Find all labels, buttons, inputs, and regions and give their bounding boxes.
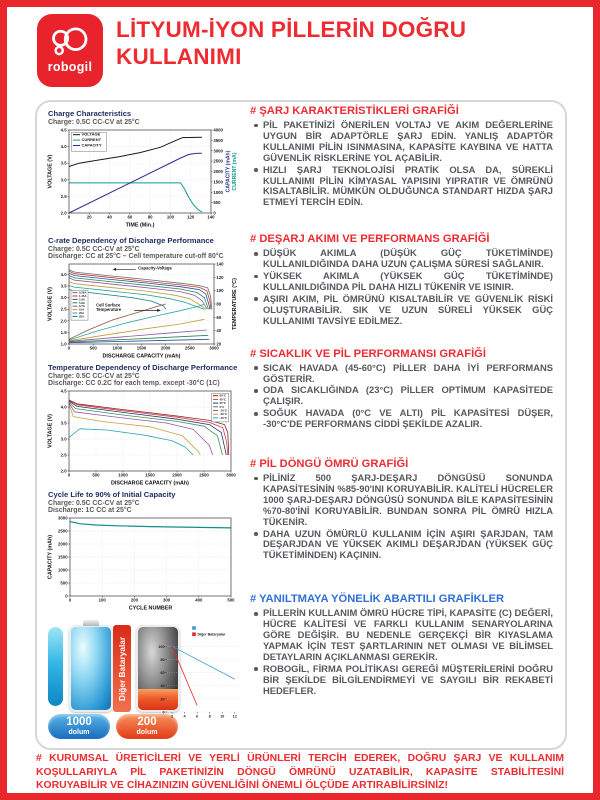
svg-text:3000: 3000 — [58, 515, 68, 520]
svg-text:20: 20 — [86, 214, 92, 220]
svg-text:10: 10 — [220, 714, 225, 719]
chart-subtitle: Charge: 0.5C CC-CV at 25°C — [48, 372, 140, 380]
bullet-list — [250, 248, 553, 326]
svg-text:1.5: 1.5 — [60, 329, 67, 335]
bullet-list — [250, 608, 553, 696]
chart-subtitle: Discharge: CC at 25°C – Cell temperature cut-off 80°C — [48, 252, 224, 260]
charts-column — [46, 109, 248, 737]
svg-text:120: 120 — [216, 274, 224, 280]
svg-text:400: 400 — [195, 597, 203, 603]
section-cycle-life — [250, 458, 553, 561]
svg-text:CYCLE NUMBER: CYCLE NUMBER — [128, 605, 173, 611]
chart-subtitle: Charge: 0.5C CC-CV at 25°C — [48, 245, 140, 253]
svg-text:500: 500 — [227, 597, 235, 603]
svg-text:3000: 3000 — [213, 147, 223, 153]
bullet-item: PİL PAKETİNİZİ ÖNERİLEN VOLTAJ VE AKIM DEĞERLERİNE UYGUN BİR ADAPTÖRLE ŞARJ EDİN. YANLIŞ ADAPTÖR KULLANIMI PİLİN ISINMASINA, KAPASİTE KAYBINA VE HATTA GÜVENLİK RİSKLERİNE YOL AÇABİLİR. — [252, 120, 553, 164]
cycles-1000-badge — [48, 714, 110, 739]
bullet-item: SOĞUK HAVADA (0°C VE ALTI) PİL KAPASİTESİ DÜŞER, -30°C'DE PERFORMANS CİDDİ ŞEKİLDE AZALIR. — [252, 408, 553, 430]
svg-text:140: 140 — [207, 214, 215, 220]
comparison-mini-chart — [156, 625, 244, 721]
svg-text:0: 0 — [68, 597, 72, 603]
svg-text:DISCHARGE CAPACITY (mAh): DISCHARGE CAPACITY (mAh) — [111, 480, 189, 486]
bullet-item: AŞIRI AKIM, PİL ÖMRÜNÜ KISALTABİLİR VE GÜVENLİK RİSKİ OLUŞTURABİLİR. SIK VE UZUN SÜRELİ YÜKSEK GÜÇ KULLANIMI TAVSİYE EDİLMEZ. — [252, 294, 553, 327]
footer-note: # KURUMSAL ÜRETİCİLERİ VE YERLİ ÜRÜNLERİ TERCİH EDEREK, DOĞRU ŞARJ VE KULLANIM KOŞULLARIYLA PİL PAKETİNİZİN DÖNGÜ ÖMRÜNÜ UZATABİLİR, KAPASİTE STABİLİTESİNİ KORUYABİLİR VE CİHAZINIZIN GÜVENLİĞİNİ ÖNEMLİ ÖLÇÜDE ARTIRABİLİRSİNİZ! — [36, 753, 564, 792]
svg-text:100: 100 — [98, 597, 106, 603]
logo-robogil — [37, 14, 103, 87]
svg-text:25A: 25A — [79, 313, 85, 318]
battery-cap — [83, 620, 99, 626]
chart-charge-characteristics — [46, 109, 248, 236]
svg-text:CAPACITY (mAh): CAPACITY (mAh) — [225, 150, 232, 192]
bullet-list — [250, 363, 553, 430]
svg-text:1.0: 1.0 — [60, 341, 67, 346]
svg-text:Diğer Bataryalar: Diğer Bataryalar — [197, 632, 226, 637]
svg-text:2000: 2000 — [172, 472, 182, 478]
battery-comparison-graphic — [46, 622, 248, 737]
section-charge-characteristics — [250, 105, 553, 208]
section-misleading-charts — [250, 593, 553, 696]
svg-text:2000: 2000 — [213, 168, 223, 174]
svg-text:-30°C: -30°C — [219, 415, 227, 420]
cycles-unit: dolum — [136, 729, 158, 737]
svg-text:2500: 2500 — [58, 528, 68, 533]
svg-text:1000: 1000 — [213, 189, 223, 195]
bullet-item: SICAK HAVADA (45-60°C) PİLLER DAHA İYİ PERFORMANS GÖSTERİR. — [252, 363, 553, 385]
section-title: # DEŞARJ AKIMI VE PERFORMANS GRAFİĞİ — [250, 233, 490, 246]
svg-text:45°C: 45°C — [219, 396, 226, 401]
svg-text:500: 500 — [213, 199, 221, 205]
svg-text:0: 0 — [67, 214, 71, 220]
svg-text:60: 60 — [127, 214, 133, 220]
svg-text:1000: 1000 — [58, 567, 68, 572]
bullet-item: ROBOGİL, FİRMA POLİTİKASI GEREĞİ MÜŞTERİLERİNİ DOĞRU BİR ŞEKİLDE BİLGİLENDİRMEYİ VE SAYGILI BİR REKABETİ HEDEFLER. — [252, 664, 553, 697]
svg-text:0: 0 — [162, 710, 165, 715]
chart-subtitle: Charge: 0.5C CC-CV at 25°C — [48, 499, 140, 507]
svg-text:2.0: 2.0 — [60, 468, 67, 473]
svg-text:-20°C: -20°C — [219, 411, 227, 416]
svg-text:CURRENT (mA): CURRENT (mA) — [231, 152, 238, 190]
chart-cycle-life — [46, 490, 248, 617]
svg-text:40: 40 — [216, 327, 222, 333]
robogil-battery-illustration — [69, 625, 113, 712]
section-discharge-current — [250, 233, 553, 326]
svg-text:4000: 4000 — [213, 127, 223, 132]
svg-text:1000: 1000 — [112, 345, 123, 351]
svg-text:4.5: 4.5 — [60, 388, 67, 393]
svg-text:1500: 1500 — [145, 472, 155, 478]
svg-text:DISCHARGE CAPACITY (mAh): DISCHARGE CAPACITY (mAh) — [102, 353, 181, 359]
svg-text:20: 20 — [160, 697, 165, 702]
section-title: # ŞARJ KARAKTERİSTİKLERİ GRAFİĞİ — [250, 105, 459, 117]
cycles-unit: dolum — [68, 729, 90, 737]
blue-battery-bar — [48, 627, 63, 706]
cycle-life-plot — [46, 514, 238, 611]
svg-text:15A: 15A — [79, 307, 85, 312]
svg-text:3.5: 3.5 — [60, 283, 67, 289]
svg-text:VOLTAGE (V): VOLTAGE (V) — [47, 286, 54, 321]
svg-text:TEMPERATURE (°C): TEMPERATURE (°C) — [231, 277, 238, 330]
svg-text:120: 120 — [187, 214, 195, 220]
svg-text:3500: 3500 — [213, 137, 223, 143]
chart-title: Cycle Life to 90% of Initial Capacity — [48, 490, 176, 499]
chart-subtitle: Discharge: CC 0.2C for each temp. except -30°C (1C) — [48, 379, 220, 387]
svg-text:140: 140 — [216, 261, 224, 266]
temperature-discharge-plot — [46, 387, 238, 486]
logo-circles-icon — [49, 27, 91, 59]
bullet-item: HIZLI ŞARJ TEKNOLOJİSİ PRATİK OLSA DA, SÜREKLİ KULLANIMI PİLİN KİMYASAL YAPISINI YIPRATIR VE ÖMRÜNÜ KISALTABİLİR. MÜMKÜN OLDUĞUNCA STANDART HIZDA ŞARJ ETMEYİ TERCİH EDİN. — [252, 165, 553, 209]
charge-characteristics-plot — [46, 126, 238, 228]
svg-text:3000: 3000 — [226, 472, 236, 478]
svg-text:3.0: 3.0 — [60, 294, 67, 300]
svg-text:20: 20 — [216, 341, 222, 346]
chart-title: Temperature Dependency of Discharge Performance — [48, 363, 238, 372]
svg-text:1.45A: 1.45A — [79, 293, 87, 298]
bullet-item: DÜŞÜK AKIMLA (DÜŞÜK GÜÇ TÜKETİMİNDE) KULLANILDIĞINDA DAHA UZUN ÇALIŞMA SÜRESİ SAĞLANIR. — [252, 248, 553, 270]
bullet-item: PİLLERİN KULLANIM ÖMRÜ HÜCRE TİPİ, KAPASİTE (C) DEĞERİ, HÜCRE KALİTESİ VE FARKLI KULLANIM SENARYOLARINA GÖRE DEĞİŞİR. BU NEDENLE GERÇEKÇİ BİR KIYASLAMA YAPMAK İÇİN TEST ŞARTLARININ NET OLMASI VE BİLİMSEL DETAYLARIN AÇIKLANMASI GEREKİR. — [252, 608, 553, 663]
svg-text:3.0: 3.0 — [60, 436, 67, 441]
svg-text:4.0: 4.0 — [60, 143, 67, 149]
svg-text:VOLTAGE (V): VOLTAGE (V) — [47, 154, 54, 188]
svg-text:2500: 2500 — [213, 158, 223, 164]
crate-discharge-plot — [46, 260, 238, 359]
svg-text:80: 80 — [216, 301, 222, 306]
svg-text:500: 500 — [92, 472, 100, 478]
svg-text:500: 500 — [60, 580, 68, 585]
svg-text:100: 100 — [158, 644, 165, 649]
chart-subtitle: Charge: 0.5C CC-CV at 25°C — [48, 118, 140, 126]
svg-text:60: 60 — [160, 671, 165, 676]
svg-text:12: 12 — [232, 714, 237, 719]
chart-title: Charge Characteristics — [48, 109, 132, 118]
bullet-item: DAHA UZUN ÖMÜRLÜ KULLANIM İÇİN AŞIRI ŞARJDAN, TAM DEŞARJDAN VE YÜKSEK AKIMLI DEŞARJDAN (YÜKSEK GÜÇ TÜKETİMİNDEN) KAÇININ. — [252, 529, 553, 562]
svg-text:Cell Surface: Cell Surface — [96, 301, 121, 307]
cycles-value: 200 — [137, 715, 157, 728]
svg-text:VOLTAGE: VOLTAGE — [81, 131, 101, 137]
bullet-list — [250, 120, 553, 208]
svg-text:Temperature: Temperature — [96, 306, 122, 312]
svg-text:CURRENT: CURRENT — [81, 136, 102, 142]
svg-text:CAPACITY (mAh): CAPACITY (mAh) — [47, 534, 54, 579]
section-title: # SICAKLIK VE PİL PERFORMANSI GRAFİĞİ — [250, 347, 486, 360]
chart-crate-discharge — [46, 236, 248, 363]
svg-text:2.0: 2.0 — [60, 317, 67, 323]
bullet-item: ODA SICAKLIĞINDA (23°C) PİLLER OPTİMUM KAPASİTEDE ÇALIŞIR. — [252, 385, 553, 407]
svg-text:80: 80 — [160, 657, 165, 662]
svg-text:2.5: 2.5 — [60, 306, 67, 312]
svg-text:20A: 20A — [79, 310, 85, 315]
svg-text:2500: 2500 — [199, 472, 209, 478]
svg-text:4.0: 4.0 — [60, 271, 67, 277]
svg-text:8.7A: 8.7A — [79, 303, 85, 308]
svg-text:0.58A: 0.58A — [79, 290, 87, 295]
other-batteries-band: Diğer Bataryalar — [113, 625, 131, 712]
svg-text:3000: 3000 — [209, 345, 219, 351]
svg-text:300: 300 — [163, 597, 171, 603]
svg-text:1500: 1500 — [58, 554, 68, 559]
svg-text:4.0: 4.0 — [60, 404, 67, 409]
svg-text:3.5: 3.5 — [60, 420, 67, 425]
svg-text:1000: 1000 — [118, 472, 128, 478]
svg-text:3.0: 3.0 — [60, 176, 67, 182]
svg-text:100: 100 — [216, 287, 224, 293]
svg-text:60°C: 60°C — [219, 393, 226, 398]
chart-temperature-discharge — [46, 363, 248, 490]
svg-text:8: 8 — [208, 714, 211, 719]
svg-text:2000: 2000 — [58, 541, 68, 546]
svg-text:100: 100 — [166, 214, 175, 220]
svg-text:60: 60 — [216, 314, 222, 320]
svg-text:Capacity-Voltage: Capacity-Voltage — [138, 264, 172, 270]
chart-title: C-rate Dependency of Discharge Performance — [48, 236, 214, 245]
svg-text:0°C: 0°C — [219, 404, 225, 409]
text-column — [250, 105, 553, 716]
svg-text:2.9A: 2.9A — [79, 296, 85, 301]
bullet-item: PİLİNİZ 500 ŞARJ-DEŞARJ DÖNGÜSÜ SONUNDA KAPASİTESİNİN %85-90'INI KORUYABİLİR. KALİTELİ HÜCRELER 1000 ŞARJ-DEŞARJ DÖNGÜSÜ SONUNDA BİLE KAPASİTESİNİN %70-80'İNİ KORUYABİLİR. BUNDAN SONRA PİL ÖMRÜ HIZLA TÜKENİR. — [252, 473, 553, 528]
svg-text:2500: 2500 — [185, 345, 195, 351]
section-title: # PİL DÖNGÜ ÖMRÜ GRAFİĞİ — [250, 458, 409, 471]
page-title: LİTYUM-İYON PİLLERİN DOĞRU KULLANIMI — [116, 17, 467, 69]
section-title: # YANILTMAYA YÖNELİK ABARTILI GRAFİKLER — [250, 593, 505, 606]
svg-text:25°C: 25°C — [219, 400, 226, 405]
bullet-list — [250, 473, 553, 561]
svg-text:500: 500 — [89, 345, 97, 351]
cycles-value: 1000 — [66, 715, 92, 728]
svg-text:2: 2 — [170, 714, 174, 719]
svg-text:2000: 2000 — [160, 345, 171, 351]
svg-text:VOLTAGE (V): VOLTAGE (V) — [47, 413, 54, 448]
svg-text:-10°C: -10°C — [219, 408, 227, 412]
svg-text:1500: 1500 — [136, 345, 147, 351]
svg-text:0: 0 — [67, 472, 71, 478]
svg-text:80: 80 — [147, 214, 153, 220]
svg-text:TIME (Min.): TIME (Min.) — [125, 222, 155, 228]
bullet-item: YÜKSEK AKIMLA (YÜKSEK GÜÇ TÜKETİMİNDE) KULLANILDIĞINDA PİL DAHA HIZLI TÜKENİR VE ISINIR. — [252, 271, 553, 293]
svg-text:4.5: 4.5 — [60, 127, 67, 132]
svg-text:4: 4 — [183, 714, 186, 719]
svg-text:2.0: 2.0 — [60, 210, 67, 215]
chart-subtitle: Discharge: 1C CC at 25°C — [48, 506, 132, 514]
logo-text: robogil — [47, 60, 93, 74]
svg-text:3.5: 3.5 — [60, 160, 67, 166]
svg-text:1500: 1500 — [213, 178, 223, 184]
section-temperature-performance — [250, 348, 553, 430]
svg-text:0: 0 — [65, 593, 68, 598]
svg-text:0: 0 — [67, 345, 71, 351]
svg-text:0: 0 — [213, 210, 216, 215]
svg-text:6: 6 — [196, 714, 199, 719]
svg-text:2.5: 2.5 — [60, 193, 67, 199]
svg-text:40: 40 — [107, 214, 112, 220]
svg-text:5.8A: 5.8A — [79, 300, 85, 305]
svg-text:2.5: 2.5 — [60, 452, 67, 457]
svg-text:CAPACITY: CAPACITY — [81, 142, 102, 147]
svg-text:200: 200 — [130, 597, 138, 603]
svg-text:40: 40 — [160, 684, 165, 689]
content-card — [35, 100, 567, 750]
